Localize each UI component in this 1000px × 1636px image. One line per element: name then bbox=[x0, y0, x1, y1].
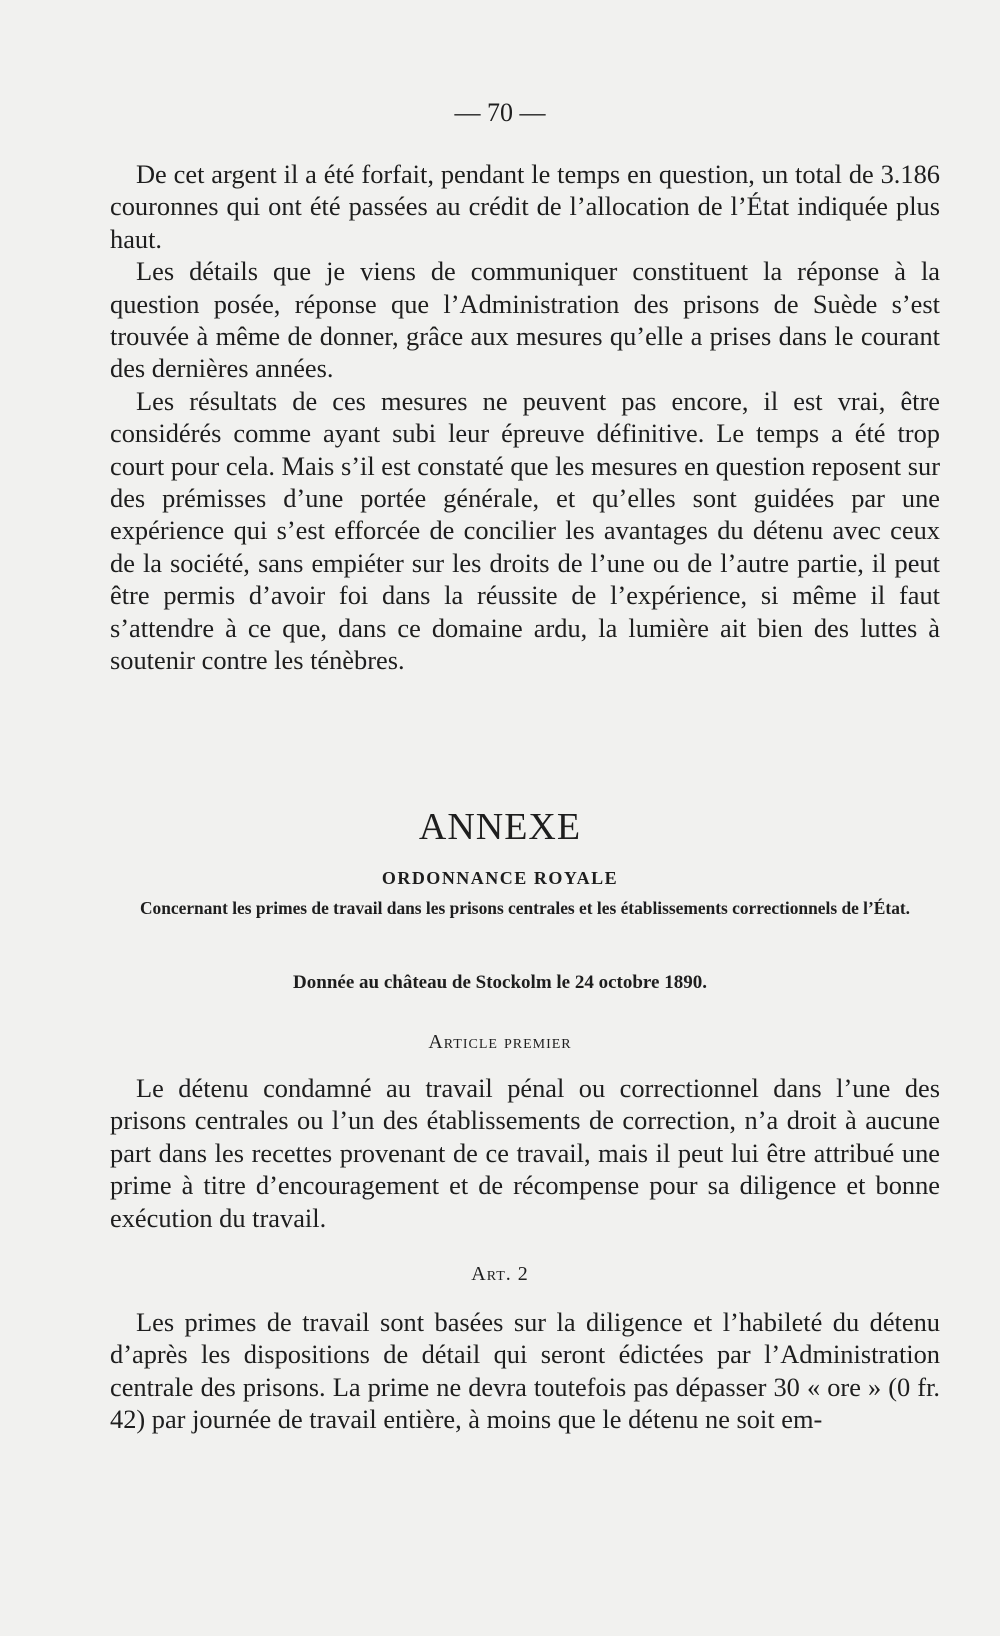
paragraph: Le détenu condamné au travail pénal ou correctionnel dans l’une des prisons centrales ou l’un des établissements de correction, n’a droit à aucune part dans les recettes provenant de ce travail, mais il peut lui être attribué une prime à titre d’encouragement et de récompense pour sa diligence et bonne exécution du travail. bbox=[110, 1073, 940, 1233]
article-2-heading: Art. 2 bbox=[471, 1263, 529, 1285]
ordonnance-title: ORDONNANCE ROYALE bbox=[381, 868, 619, 888]
page-number: — 70 — bbox=[454, 98, 546, 127]
paragraph: Les détails que je viens de communiquer constituent la réponse à la question posée, réponse que l’Administration des prisons de Suède s’est trouvée à même de donner, grâce aux mesures qu’elle a prises dans le courant des dernières années. bbox=[110, 256, 940, 384]
article-1-heading: Article premier bbox=[428, 1031, 572, 1053]
paragraph: Les résultats de ces mesures ne peuvent pas encore, il est vrai, être considérés comme ayant subi leur épreuve définitive. Le temps a été trop court pour cela. Mais s’il est constaté que les mesures en question reposent sur des prémisses d’une portée générale, et qu’elles sont guidées par une expérience qui s’est efforcée de concilier les avantages du détenu avec ceux de la société, sans empiéter sur les droits de l’une ou de l’autre partie, il peut être permis d’avoir foi dans la réussite de l’expérience, si même il faut s’attendre à ce que, dans ce domaine ardu, la lumière ait bien des luttes à soutenir contre les ténèbres. bbox=[110, 385, 940, 676]
ordonnance-subject: Concernant les primes de travail dans les prisons centrales et les établissements correctionnels de l’État. bbox=[139, 898, 911, 918]
intro-text bbox=[110, 158, 940, 677]
article-1-text bbox=[110, 1072, 940, 1234]
annexe-title: ANNEXE bbox=[418, 806, 582, 848]
article-2-text bbox=[110, 1306, 940, 1436]
paragraph: Les primes de travail sont basées sur la diligence et l’habileté du détenu d’après les dispositions de détail qui seront édictées par l’Administration centrale des prisons. La prime ne devra toutefois pas dépasser 30 « ore » (0 fr. 42) par journée de travail entière, à moins que le détenu ne soit em- bbox=[110, 1307, 940, 1435]
ordonnance-date-line: Donnée au château de Stockolm le 24 octobre 1890. bbox=[293, 972, 707, 993]
paragraph: De cet argent il a été forfait, pendant le temps en question, un total de 3.186 couronnes qui ont été passées au crédit de l’allocation de l’État indiquée plus haut. bbox=[110, 159, 940, 254]
